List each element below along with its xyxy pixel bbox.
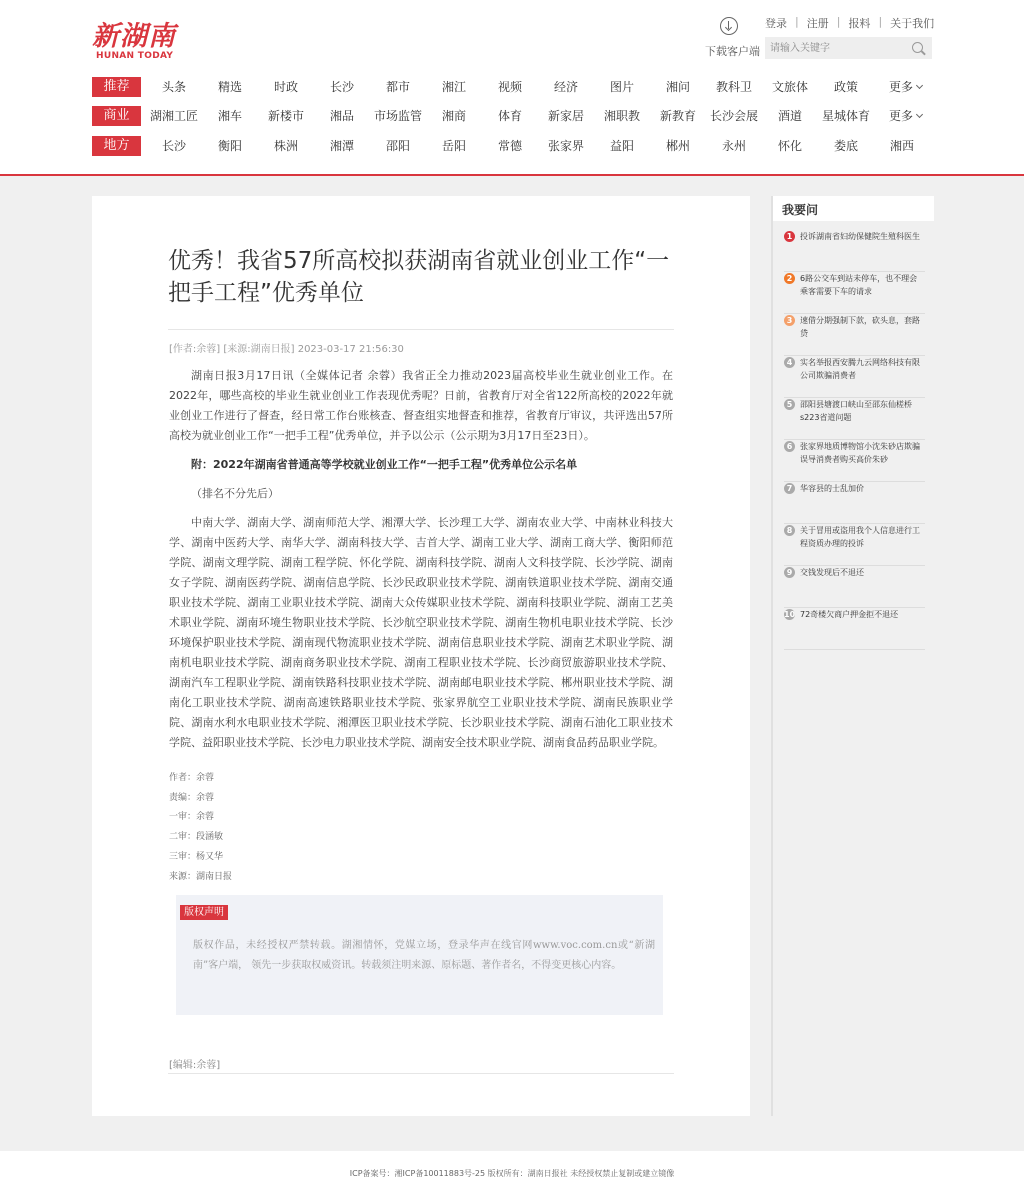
- nav-item[interactable]: 视频: [497, 80, 523, 94]
- nav-item[interactable]: 湘西: [889, 139, 915, 153]
- register-link[interactable]: 注册: [806, 17, 829, 30]
- nav-item[interactable]: 湘职教: [603, 109, 641, 123]
- credit-line: 三审：杨又华: [169, 851, 224, 862]
- credit-line: 一审：余蓉: [169, 812, 215, 823]
- nav-item[interactable]: 常德: [497, 139, 523, 153]
- nav-item[interactable]: 永州: [721, 139, 747, 153]
- copyright-text: 版权作品，未经授权严禁转载。湖湘情怀，党媒立场，登录华声在线官网www.voc.com.cn或“新湖南”客户端， 领先一步获取权威资讯。转载须注明来源、原标题、著作者名，不得变更核心内容。: [193, 940, 655, 971]
- nav-item[interactable]: 图片: [609, 80, 635, 94]
- footer-text: ICP备案号：湘ICP备10011883号-25 版权所有：湖南日报社 未经授权禁止复制或建立镜像: [349, 1169, 675, 1178]
- nav-row: [92, 77, 937, 99]
- nav-item[interactable]: 文旅体: [771, 80, 809, 94]
- site-footer: [0, 1151, 1024, 1202]
- nav-more[interactable]: [889, 106, 922, 126]
- rank-badge: 1: [784, 231, 795, 242]
- article-paragraph: 湖南日报3月17日讯（全媒体记者 余蓉）我省正全力推动2023届高校毕业生就业创业工作。在2022年，哪些高校的毕业生就业创业工作表现优秀呢？日前，省教育厅对全省122所高校的2022年就业创业工作进行了督查，经日常工作台账核查、督查组实地督查和推荐，省教育厅审议，共评选出57所高校为就业创业工作“一把手工程”优秀单位，并予以公示（公示期为3月17日至23日）。: [169, 369, 673, 442]
- question-text: 邵阳县塘渡口峡山至邵东仙槎桥s223省道问题: [800, 400, 912, 422]
- login-link[interactable]: 登录: [765, 17, 787, 30]
- nav-item[interactable]: 湘车: [217, 109, 243, 123]
- nav-more-label: 更多: [889, 109, 914, 123]
- nav-item[interactable]: 新楼市: [267, 109, 305, 123]
- site-logo[interactable]: [92, 14, 182, 64]
- nav-item[interactable]: 体育: [497, 109, 523, 123]
- site-header: [0, 0, 1024, 176]
- question-item[interactable]: [784, 314, 925, 356]
- nav-item[interactable]: 精选: [217, 80, 243, 94]
- credit-line: 二审：段涵敏: [169, 832, 224, 843]
- report-link[interactable]: 报料: [848, 17, 871, 30]
- nav-item[interactable]: 益阳: [609, 139, 635, 153]
- question-text: 实名举报西安腾九云网络科技有限公司欺骗消费者: [800, 358, 920, 380]
- question-text: 张家界地质博物馆小沈朱砂店欺骗误导消费者购买高价朱砂: [800, 442, 920, 464]
- download-client-link[interactable]: 下载客户端: [705, 45, 760, 58]
- nav-item[interactable]: 长沙: [161, 139, 187, 153]
- search-input[interactable]: [765, 37, 905, 59]
- question-item[interactable]: [784, 398, 925, 440]
- sidebar-header: [773, 196, 934, 221]
- question-text: 72奇楼欠商户押金拒不退还: [800, 610, 899, 619]
- nav-item[interactable]: 衡阳: [217, 139, 243, 153]
- question-text: 6路公交车到站未停车，也不理会乘客需要下车的请求: [800, 274, 918, 296]
- rank-badge: 6: [784, 441, 795, 452]
- download-icon[interactable]: [720, 17, 738, 35]
- article-editor: [编辑:余蓉]: [169, 1060, 221, 1071]
- nav-item[interactable]: 都市: [385, 80, 411, 94]
- question-item[interactable]: [784, 272, 925, 314]
- nav-item[interactable]: 新教育: [659, 109, 697, 123]
- divider: [168, 1073, 674, 1074]
- article-meta: [作者:余蓉] [来源:湖南日报] 2023-03-17 21:56:30: [169, 344, 404, 355]
- nav-item[interactable]: 政策: [833, 80, 859, 94]
- article-credits: [169, 769, 232, 887]
- rank-badge: 5: [784, 399, 795, 410]
- question-item[interactable]: [784, 608, 925, 650]
- nav-item[interactable]: 岳阳: [441, 139, 467, 153]
- question-text: 华容县的士乱加价: [800, 484, 864, 493]
- nav-item[interactable]: 湘问: [665, 80, 691, 94]
- nav-category[interactable]: 推荐: [92, 77, 141, 97]
- nav-category[interactable]: 地方: [92, 136, 141, 156]
- nav-item[interactable]: 娄底: [833, 139, 859, 153]
- nav-item[interactable]: 怀化: [777, 139, 803, 153]
- nav-more-label: 更多: [889, 80, 914, 94]
- article-note: （排名不分先后）: [191, 487, 279, 500]
- nav-item[interactable]: 湘商: [441, 109, 467, 123]
- rank-badge: 9: [784, 567, 795, 578]
- nav-item[interactable]: 郴州: [665, 139, 691, 153]
- nav-item[interactable]: 长沙: [329, 80, 355, 94]
- chevron-down-icon: [916, 111, 923, 118]
- chevron-down-icon: [916, 82, 923, 89]
- nav-item[interactable]: 市场监管: [373, 109, 423, 123]
- search-icon[interactable]: [912, 42, 923, 53]
- question-text: 交钱发现后不退还: [800, 568, 864, 577]
- question-item[interactable]: [784, 482, 925, 524]
- article-paragraph: 中南大学、湖南大学、湖南师范大学、湘潭大学、长沙理工大学、湖南农业大学、中南林业科技大学、湖南中医药大学、南华大学、湖南科技大学、吉首大学、湖南工业大学、湖南工商大学、衡阳师范学院、湖南文理学院、湖南工程学院、怀化学院、湖南科技学院、湖南人文科技学院、长沙学院、湖南女子学院、湖南医药学院、湖南信息学院、长沙民政职业技术学院、湖南铁道职业技术学院、湖南交通职业技术学院、湖南工业职业技术学院、湖南大众传媒职业技术学院、湖南科技职业学院、湖南工艺美术职业学院、湖南环境生物职业技术学院、长沙航空职业技术学院、湖南生物机电职业技术学院、长沙环境保护职业技术学院、湖南现代物流职业技术学院、湖南信息职业技术学院、湖南艺术职业学院、湖南机电职业技术学院、湖南商务职业技术学院、湖南工程职业技术学院、长沙商贸旅游职业技术学院、湖南汽车工程职业学院、湖南铁路科技职业技术学院、湖南邮电职业技术学院、郴州职业技术学院、湖南化工职业技术学院、湖南高速铁路职业技术学院、张家界航空工业职业技术学院、湖南民族职业学院、湖南水利水电职业技术学院、湘潭医卫职业技术学院、长沙职业技术学院、湖南石油化工职业技术学院、益阳职业技术学院、长沙电力职业技术学院、湖南安全技术职业学院、湖南食品药品职业学院。: [169, 516, 673, 749]
- logo-chinese: 新湖南: [92, 21, 176, 52]
- nav-item[interactable]: 株洲: [273, 139, 299, 153]
- nav-item[interactable]: 头条: [161, 80, 187, 94]
- nav-item[interactable]: 新家居: [547, 109, 585, 123]
- article-subheading: 附：2022年湖南省普通高等学校就业创业工作“一把手工程”优秀单位公示名单: [191, 458, 578, 471]
- divider: [168, 329, 674, 330]
- nav-items: [145, 77, 937, 97]
- article-container: [92, 196, 750, 1116]
- question-item[interactable]: [784, 356, 925, 398]
- question-item[interactable]: [784, 566, 925, 608]
- article-title: 优秀！我省57所高校拟获湖南省就业创业工作“一把手工程”优秀单位: [168, 248, 670, 306]
- question-item[interactable]: [784, 230, 925, 272]
- question-text: 速借分期强制下款，砍头息，套路贷: [800, 316, 920, 338]
- nav-item[interactable]: 张家界: [547, 139, 585, 153]
- rank-badge: 10: [784, 610, 796, 619]
- nav-item[interactable]: 湘江: [441, 80, 467, 94]
- logo-english: HUNAN TODAY: [96, 51, 174, 61]
- nav-item[interactable]: 湘潭: [329, 139, 355, 153]
- search-box: [765, 37, 932, 59]
- nav-item[interactable]: 时政: [273, 80, 299, 94]
- nav-item[interactable]: 星城体育: [821, 109, 871, 123]
- article-body: [169, 366, 673, 753]
- question-text: 关于冒用或盗用我个人信息进行工程资质办理的投诉: [800, 526, 920, 548]
- rank-badge: 3: [784, 315, 795, 326]
- rank-badge: 7: [784, 483, 795, 494]
- nav-row: [92, 136, 937, 158]
- top-links: 登录 | 注册 | 报料 | 关于我们: [765, 15, 935, 30]
- nav-items: [145, 106, 937, 126]
- copyright-tag: 版权声明: [180, 905, 228, 920]
- sidebar: [771, 196, 932, 1116]
- sidebar-title: 我要问: [782, 203, 819, 217]
- about-link[interactable]: 关于我们: [890, 17, 935, 30]
- nav-item[interactable]: 教科卫: [715, 80, 753, 94]
- nav-item[interactable]: 经济: [553, 80, 579, 94]
- credit-line: 来源：湖南日报: [169, 871, 233, 882]
- credit-line: 责编：余蓉: [169, 792, 215, 803]
- question-item[interactable]: [784, 440, 925, 482]
- credit-line: 作者：余蓉: [169, 773, 215, 783]
- rank-badge: 4: [784, 357, 795, 368]
- nav-category[interactable]: 商业: [92, 106, 141, 126]
- nav-item[interactable]: 长沙会展: [709, 109, 759, 123]
- nav-item[interactable]: 湘品: [329, 109, 355, 123]
- nav-item[interactable]: 酒道: [777, 109, 803, 123]
- rank-badge: 8: [784, 525, 795, 536]
- nav-item[interactable]: 邵阳: [385, 139, 411, 153]
- nav-row: [92, 106, 937, 128]
- copyright-box: [176, 895, 663, 1015]
- nav-item[interactable]: 湖湘工匠: [149, 109, 199, 123]
- question-item[interactable]: [784, 524, 925, 566]
- rank-badge: 2: [784, 273, 795, 284]
- question-text: 投诉湖南省妇幼保健院生殖科医生: [800, 232, 920, 241]
- nav-more[interactable]: [889, 77, 922, 97]
- nav-items: [145, 136, 937, 156]
